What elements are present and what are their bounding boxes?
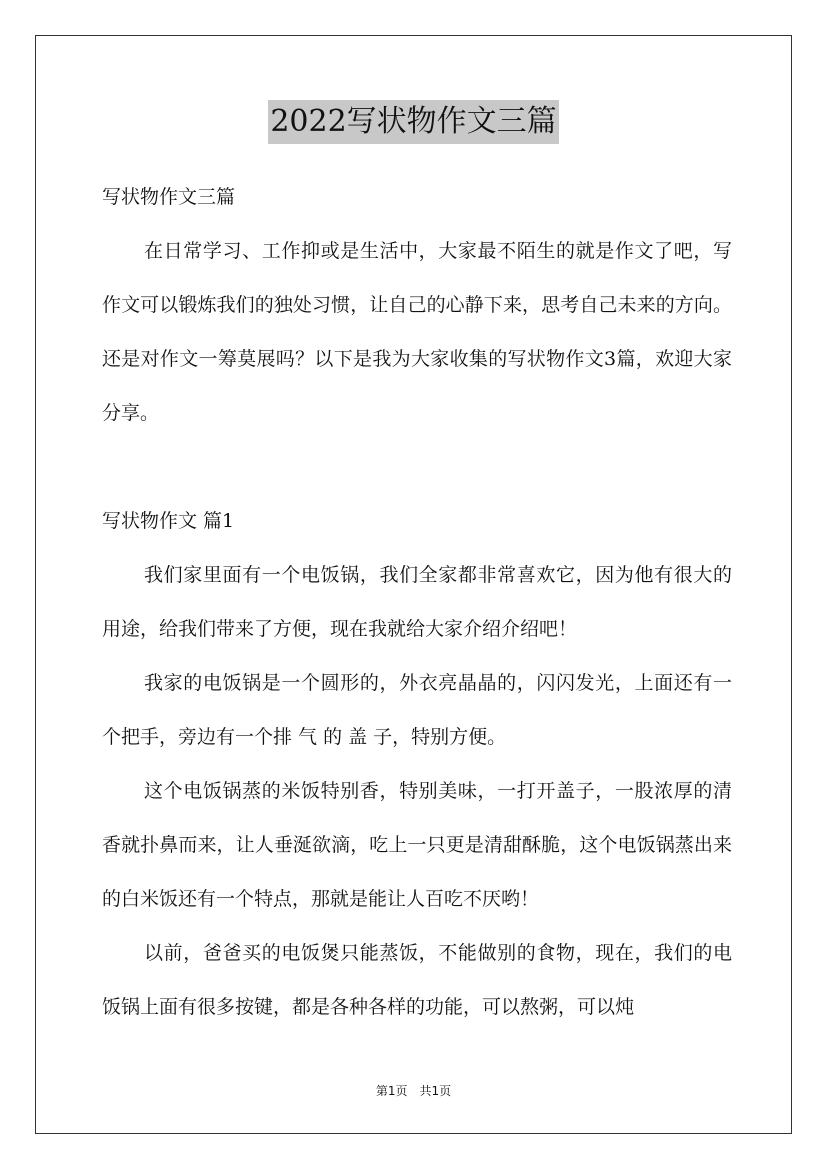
body-paragraph-2: 我家的电饭锅是一个圆形的，外衣亮晶晶的，闪闪发光，上面还有一个把手，旁边有一个排 气 的 盖 子，特别方便。 <box>102 672 732 748</box>
intro-paragraph: 在日常学习、工作抑或是生活中，大家最不陌生的就是作文了吧，写作文可以锻炼我们的独处习惯，让自己的心静下来，思考自己未来的方向。还是对作文一筹莫展吗？以下是我为大家收集的写状物作文3篇，欢迎大家分享。 <box>102 240 732 424</box>
body-paragraph-1: 我们家里面有一个电饭锅，我们全家都非常喜欢它，因为他有很大的用途，给我们带来了方便，现在我就给大家介绍介绍吧！ <box>102 564 732 640</box>
subtitle: 写状物作文三篇 <box>102 186 236 208</box>
document-body <box>102 170 732 1034</box>
page-footer: 第1页 共1页 <box>375 1084 452 1098</box>
body-paragraph-3: 这个电饭锅蒸的米饭特别香，特别美味，一打开盖子，一股浓厚的清香就扑鼻而来，让人垂涎欲滴，吃上一只更是清甜酥脆，这个电饭锅蒸出来的白米饭还有一个特点，那就是能让人百吃不厌哟！ <box>102 780 732 910</box>
body-paragraph-4: 以前，爸爸买的电饭煲只能蒸饭，不能做别的食物，现在，我们的电饭锅上面有很多按键，都是各种各样的功能，可以熬粥，可以炖 <box>102 942 732 1018</box>
document-title: 2022写状物作文三篇 <box>268 100 558 144</box>
section-spacer <box>102 440 732 494</box>
section-heading: 写状物作文 篇1 <box>102 510 235 532</box>
title-container <box>0 100 827 144</box>
